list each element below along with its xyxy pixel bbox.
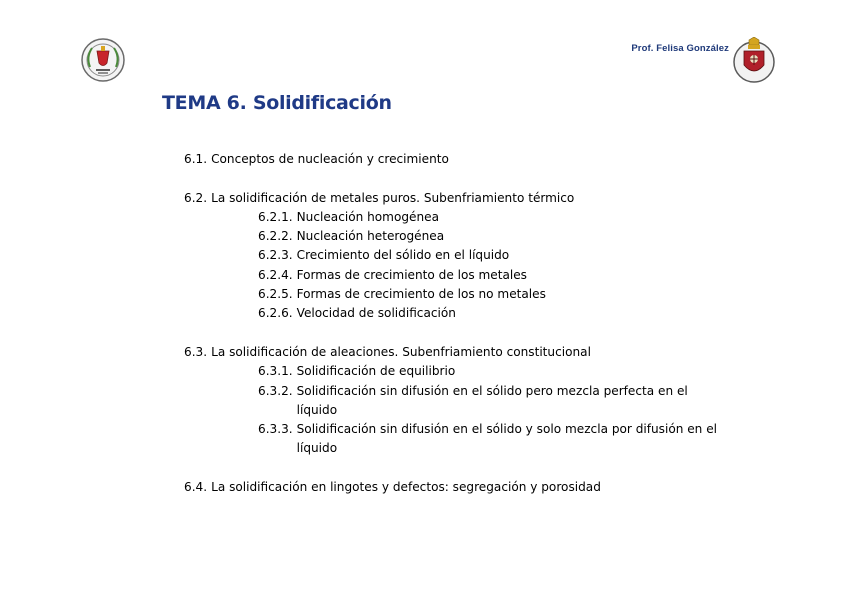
subsection-number: 6.2.3.	[258, 248, 293, 263]
author-name: Prof. Felisa González	[631, 43, 729, 54]
section-title: La solidificación en lingotes y defectos: segregación y porosidad	[211, 480, 601, 495]
subsection-item	[184, 362, 764, 381]
section-number: 6.4.	[184, 480, 208, 495]
subsection-title: Nucleación heterogénea	[296, 229, 445, 244]
subsection-number: 6.2.6.	[258, 306, 293, 321]
section-number: 6.1.	[184, 152, 208, 166]
toc-section	[184, 189, 764, 324]
subsection-title: Velocidad de solidificación	[296, 306, 456, 321]
page-title: TEMA 6. Solidificación	[162, 92, 392, 114]
section-title: La solidificación de aleaciones. Subenfriamiento constitucional	[211, 344, 591, 359]
university-crest-icon	[732, 37, 776, 85]
toc-section	[184, 343, 764, 459]
subsection-item	[184, 246, 764, 265]
subsection-number: 6.3.2.	[258, 383, 293, 398]
section-number: 6.2.	[184, 190, 208, 205]
subsection-number: 6.2.5.	[258, 287, 293, 302]
subsection-item	[184, 285, 764, 304]
subsection-item	[184, 304, 764, 323]
subsection-number: 6.2.1.	[258, 209, 293, 224]
subsection-title: Solidificación de equilibrio	[296, 364, 456, 379]
subsection-title: Formas de crecimiento de los no metales	[296, 287, 546, 302]
table-of-contents	[184, 150, 764, 517]
subsection-number: 6.2.4.	[258, 267, 293, 282]
subsection-item	[184, 266, 764, 285]
subsection-item	[184, 208, 764, 227]
section-number: 6.3.	[184, 344, 208, 359]
toc-section	[184, 150, 764, 169]
subsection-number: 6.2.2.	[258, 229, 293, 244]
toc-section	[184, 478, 764, 497]
section-title: La solidificación de metales puros. Subenfriamiento térmico	[211, 190, 575, 205]
subsection-title: Formas de crecimiento de los metales	[296, 267, 527, 282]
subsection-item	[184, 227, 764, 246]
subsection-title: Solidificación sin difusión en el sólido pero mezcla perfecta en el líquido	[296, 383, 688, 417]
subsection-item	[184, 382, 764, 421]
school-crest-icon	[80, 37, 126, 83]
subsection-title: Nucleación homogénea	[296, 209, 439, 224]
section-title: Conceptos de nucleación y crecimiento	[211, 152, 449, 166]
subsection-title: Solidificación sin difusión en el sólido y solo mezcla por difusión en el líquido	[296, 422, 717, 456]
subsection-item	[184, 420, 764, 459]
subsection-number: 6.3.1.	[258, 364, 293, 379]
subsection-number: 6.3.3.	[258, 422, 293, 437]
subsection-title: Crecimiento del sólido en el líquido	[296, 248, 510, 263]
